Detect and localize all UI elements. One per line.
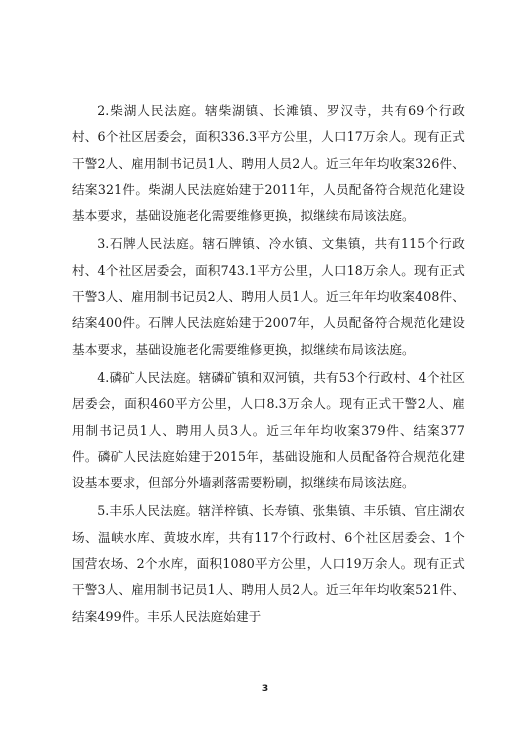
paragraph-linkuang-court: 4.磷矿人民法庭。辖磷矿镇和双河镇，共有53个行政村、4个社区居委会，面积460平方公里，人口8.3万余人。现有正式干警2人、雇用制书记员1人、聘用人员3人。近三年年均收案379件、结案377件。磷矿人民法庭始建于2015年，基础设施和人员配备符合规范化建设基本要求，但部分外墙剥落需要粉刷，拟继续布局该法庭。 [72, 369, 465, 491]
paragraph-fengle-court: 5.丰乐人民法庭。辖洋梓镇、长寿镇、张集镇、丰乐镇、官庄湖农场、温峡水库、黄坡水库，共有117个行政村、6个社区居委会、1个国营农场、2个水库，面积1080平方公里，人口19万余人。现有正式干警3人、雇用制书记员1人、聘用人员2人。近三年年均收案521件、结案499件。丰乐人民法庭始建于 [72, 503, 465, 624]
page-number: 3 [261, 684, 269, 694]
paragraph-chaihu-court: 2.柴湖人民法庭。辖柴湖镇、长滩镇、罗汉寺，共有69个行政村、6个社区居委会，面积336.3平方公里，人口17万余人。现有正式干警2人、雇用制书记员1人、聘用人员2人。近三年年均收案326件、结案321件。柴湖人民法庭始建于2011年，人员配备符合规范化建设基本要求，基础设施老化需要维修更换，拟继续布局该法庭。 [72, 103, 465, 224]
paragraph-shipai-court: 3.石牌人民法庭。辖石牌镇、冷水镇、文集镇，共有115个行政村、4个社区居委会，面积743.1平方公里，人口18万余人。现有正式干警3人、雇用制书记员2人、聘用人员1人。近三年年均收案408件、结案400件。石牌人民法庭始建于2007年，人员配备符合规范化建设基本要求，基础设施老化需要维修更换，拟继续布局该法庭。 [72, 236, 465, 357]
document-body [72, 98, 465, 632]
